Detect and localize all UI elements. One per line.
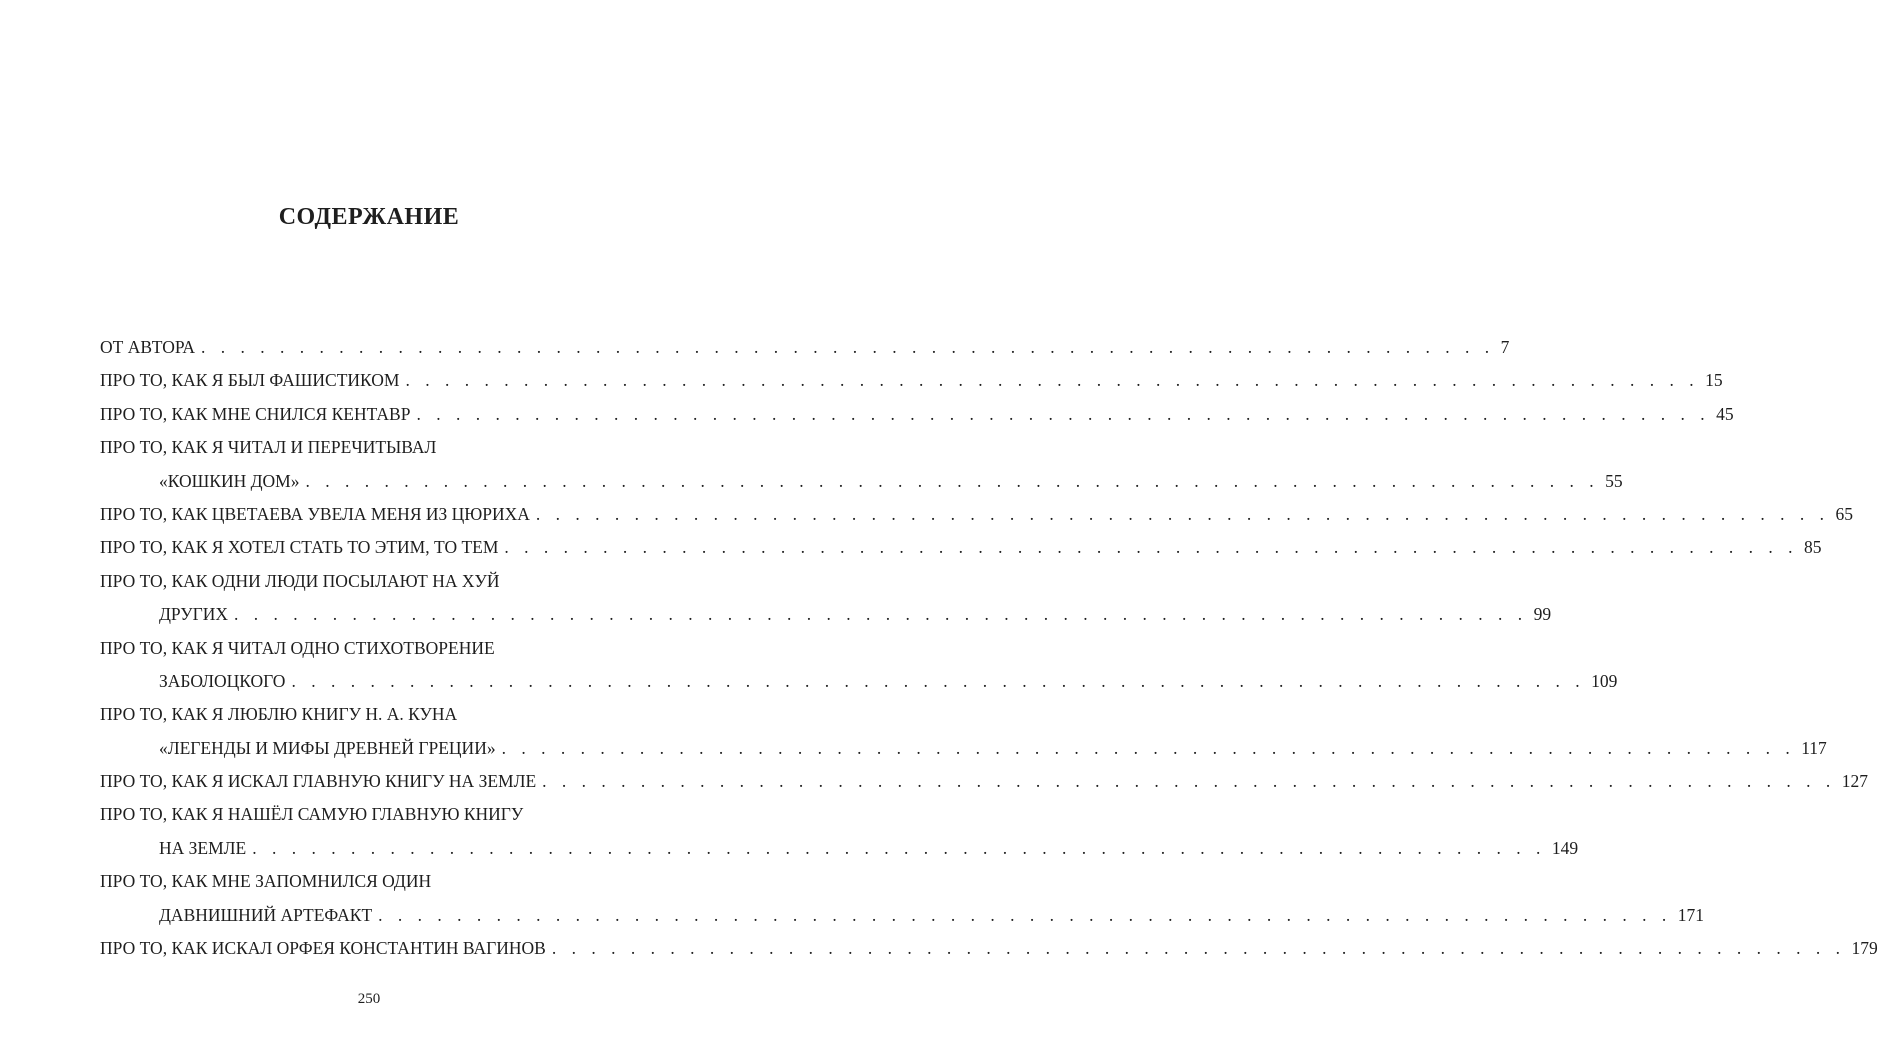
toc-leader-dots: . . . . . . . . . . . . . . . . . . . . . . . . . . . . . . . . . . . . . . . . . . . . . . . . . . . . . . . . . . . . . . . . . . <box>416 403 1711 424</box>
toc-entry-page: 149 <box>1551 837 1579 858</box>
toc-entry <box>100 935 1878 968</box>
toc-entry-title: ПРО ТО, КАК Я ИСКАЛ ГЛАВНУЮ КНИГУ НА ЗЕМЛЕ <box>100 771 537 792</box>
toc-leader-dots: . . . . . . . . . . . . . . . . . . . . . . . . . . . . . . . . . . . . . . . . . . . . . . . . . . . . . . . . . . . . . . . . . . <box>201 337 1495 357</box>
toc-leader-dots: . . . . . . . . . . . . . . . . . . . . . . . . . . . . . . . . . . . . . . . . . . . . . . . . . . . . . . . . . . . . . . . . . . <box>551 938 1846 959</box>
toc-leader-dots: . . . . . . . . . . . . . . . . . . . . . . . . . . . . . . . . . . . . . . . . . . . . . . . . . . . . . . . . . . . . . . . . . . <box>252 837 1546 858</box>
toc-entry-title: ПРО ТО, КАК Я БЫЛ ФАШИСТИКОМ <box>100 370 400 391</box>
page-number: 250 <box>357 991 381 1007</box>
toc-entry-page: 7 <box>1500 337 1510 357</box>
toc-entry <box>100 768 1869 801</box>
toc-entry <box>100 801 638 834</box>
toc-leader-dots: . . . . . . . . . . . . . . . . . . . . . . . . . . . . . . . . . . . . . . . . . . . . . . . . . . . . . . . . . . . . . . . . . . <box>305 470 1600 491</box>
toc-entry-continuation <box>100 835 1579 868</box>
toc-entry-continuation <box>100 902 1705 935</box>
toc-entry-page: 109 <box>1591 670 1618 691</box>
toc-entry <box>100 635 638 668</box>
toc-entry <box>100 434 638 467</box>
toc-entry-title: ПРО ТО, КАК Я ХОТЕЛ СТАТЬ ТО ЭТИМ, ТО ТЕМ <box>100 537 499 558</box>
toc-entry <box>100 568 638 601</box>
toc-leader-dots: . . . . . . . . . . . . . . . . . . . . . . . . . . . . . . . . . . . . . . . . . . . . . . . . . . . . . . . . . . . . . . . . . . <box>542 771 1836 792</box>
toc-entry-title: ПРО ТО, КАК Я ЧИТАЛ И ПЕРЕЧИТЫВАЛ <box>100 437 437 458</box>
table-of-contents <box>100 334 1878 968</box>
page-title: СОДЕРЖАНИЕ <box>278 204 460 230</box>
toc-entry-title: НА ЗЕМЛЕ <box>159 837 247 858</box>
toc-entry-page: 85 <box>1804 537 1822 558</box>
toc-entry-title: ДРУГИХ <box>159 604 229 625</box>
toc-entry-continuation <box>100 668 1618 701</box>
toc-entry-page: 127 <box>1841 771 1869 792</box>
toc-entry-page: 15 <box>1705 370 1723 391</box>
toc-leader-dots: . . . . . . . . . . . . . . . . . . . . . . . . . . . . . . . . . . . . . . . . . . . . . . . . . . . . . . . . . . . . . . . . . . <box>291 670 1586 691</box>
toc-entry-page: 65 <box>1835 503 1854 524</box>
toc-entry-title: «КОШКИН ДОМ» <box>159 470 300 491</box>
toc-leader-dots: . . . . . . . . . . . . . . . . . . . . . . . . . . . . . . . . . . . . . . . . . . . . . . . . . . . . . . . . . . . . . . . . . . <box>234 604 1528 625</box>
toc-entry <box>100 534 1822 567</box>
toc-entry-page: 171 <box>1677 904 1705 925</box>
toc-entry <box>100 501 1854 534</box>
toc-entry-title: ПРО ТО, КАК МНЕ СНИЛСЯ КЕНТАВР <box>100 403 411 424</box>
toc-entry-page: 117 <box>1801 737 1827 758</box>
toc-entry <box>100 334 1510 367</box>
toc-entry-page: 55 <box>1605 470 1623 491</box>
toc-entry <box>100 367 1723 400</box>
toc-entry-title: ДАВНИШНИЙ АРТЕФАКТ <box>159 904 373 925</box>
toc-entry-continuation <box>100 601 1552 634</box>
toc-entry-title: «ЛЕГЕНДЫ И МИФЫ ДРЕВНЕЙ ГРЕЦИИ» <box>159 737 496 758</box>
toc-entry-page: 99 <box>1533 604 1552 625</box>
toc-entry-title: ПРО ТО, КАК Я ЛЮБЛЮ КНИГУ Н. А. КУНА <box>100 704 458 725</box>
toc-entry-title: ОТ АВТОРА <box>100 337 196 357</box>
toc-entry <box>100 701 638 734</box>
toc-entry-title: ПРО ТО, КАК МНЕ ЗАПОМНИЛСЯ ОДИН <box>100 871 432 892</box>
toc-entry-continuation <box>100 468 1623 501</box>
toc-entry-title: ПРО ТО, КАК ИСКАЛ ОРФЕЯ КОНСТАНТИН ВАГИНОВ <box>100 938 546 959</box>
toc-entry-title: ЗАБОЛОЦКОГО <box>159 670 286 691</box>
toc-entry-page: 179 <box>1851 938 1878 959</box>
toc-leader-dots: . . . . . . . . . . . . . . . . . . . . . . . . . . . . . . . . . . . . . . . . . . . . . . . . . . . . . . . . . . . . . . . . . . <box>535 503 1830 524</box>
toc-entry-continuation <box>100 735 1827 768</box>
toc-entry-title: ПРО ТО, КАК ОДНИ ЛЮДИ ПОСЫЛАЮТ НА ХУЙ <box>100 570 500 591</box>
toc-entry-title: ПРО ТО, КАК Я ЧИТАЛ ОДНО СТИХОТВОРЕНИЕ <box>100 637 495 658</box>
toc-entry <box>100 401 1734 434</box>
toc-entry-page: 45 <box>1716 403 1734 424</box>
toc-leader-dots: . . . . . . . . . . . . . . . . . . . . . . . . . . . . . . . . . . . . . . . . . . . . . . . . . . . . . . . . . . . . . . . . . . <box>501 737 1796 758</box>
toc-leader-dots: . . . . . . . . . . . . . . . . . . . . . . . . . . . . . . . . . . . . . . . . . . . . . . . . . . . . . . . . . . . . . . . . . . <box>504 537 1799 558</box>
toc-entry-title: ПРО ТО, КАК ЦВЕТАЕВА УВЕЛА МЕНЯ ИЗ ЦЮРИХА <box>100 503 530 524</box>
toc-leader-dots: . . . . . . . . . . . . . . . . . . . . . . . . . . . . . . . . . . . . . . . . . . . . . . . . . . . . . . . . . . . . . . . . . . <box>405 370 1700 391</box>
toc-entry <box>100 868 638 901</box>
toc-leader-dots: . . . . . . . . . . . . . . . . . . . . . . . . . . . . . . . . . . . . . . . . . . . . . . . . . . . . . . . . . . . . . . . . . . <box>378 904 1672 925</box>
toc-entry-title: ПРО ТО, КАК Я НАШЁЛ САМУЮ ГЛАВНУЮ КНИГУ <box>100 804 524 825</box>
